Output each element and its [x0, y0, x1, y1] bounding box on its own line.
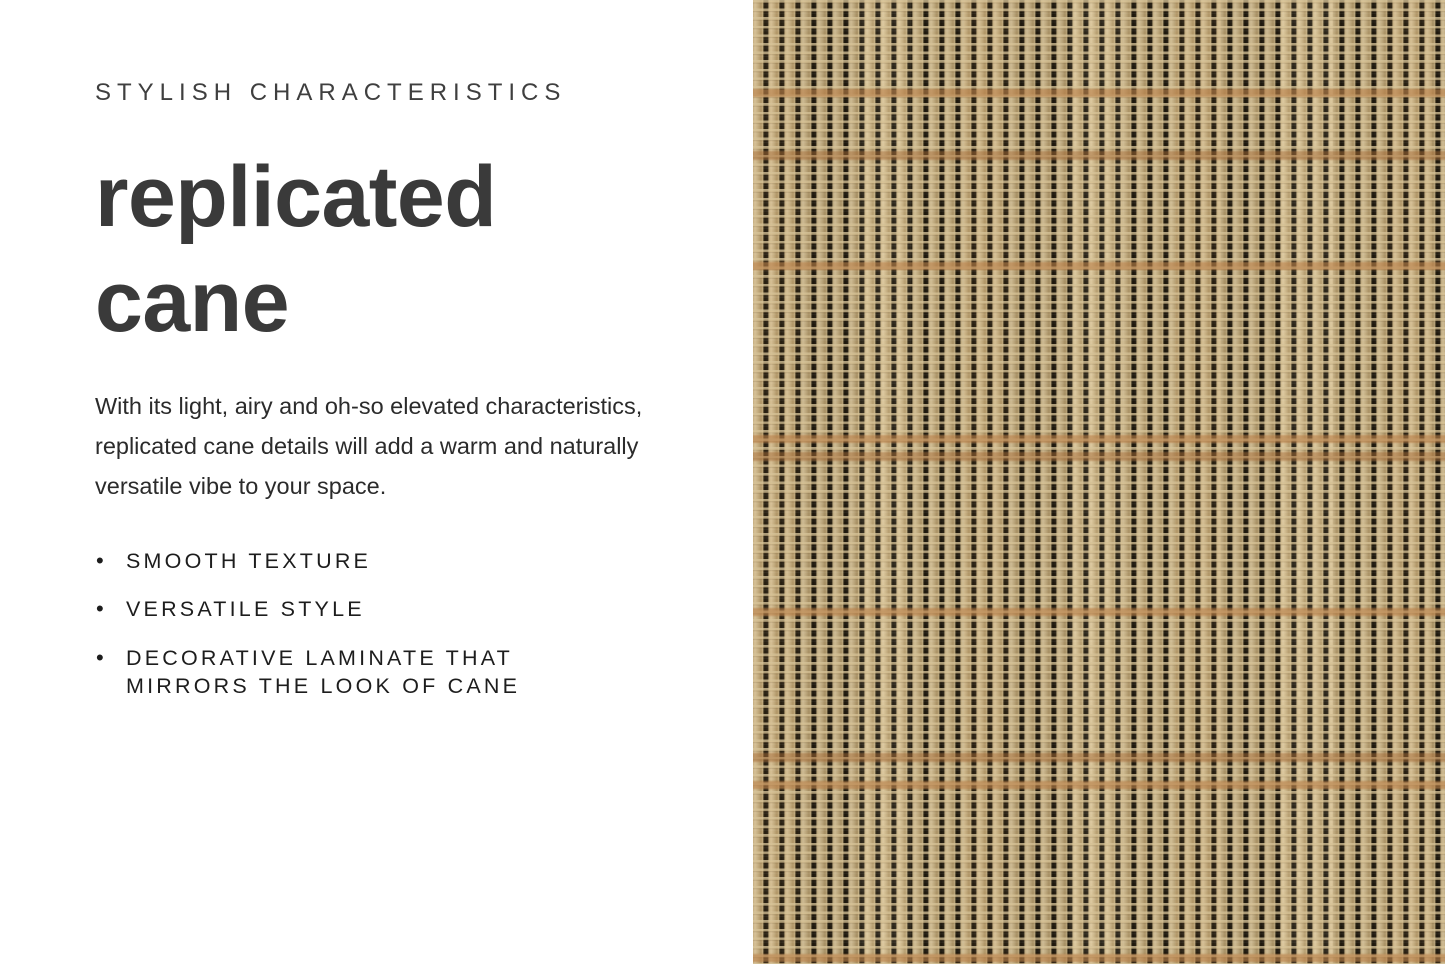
- content-panel: [95, 0, 675, 721]
- cane-texture-image: [753, 0, 1445, 964]
- eyebrow-label: STYLISH CHARACTERISTICS: [95, 79, 567, 106]
- feature-list-item: [95, 644, 565, 701]
- feature-list-item: [95, 595, 565, 624]
- feature-list-item-label: SMOOTH TEXTURE: [126, 548, 372, 573]
- bullet-icon: •: [96, 644, 104, 670]
- feature-list: [95, 547, 675, 701]
- page-title: replicated cane: [95, 149, 497, 350]
- bullet-icon: •: [96, 547, 104, 573]
- bullet-icon: •: [96, 596, 104, 622]
- description-paragraph: With its light, airy and oh-so elevated characteristics, replicated cane details will add a warm and naturally versatile vibe to your space.: [95, 392, 643, 499]
- feature-list-item-label: DECORATIVE LAMINATE THAT MIRRORS THE LOOK OF CANE: [126, 645, 521, 699]
- feature-list-item: [95, 547, 565, 576]
- feature-list-item-label: VERSATILE STYLE: [126, 597, 365, 622]
